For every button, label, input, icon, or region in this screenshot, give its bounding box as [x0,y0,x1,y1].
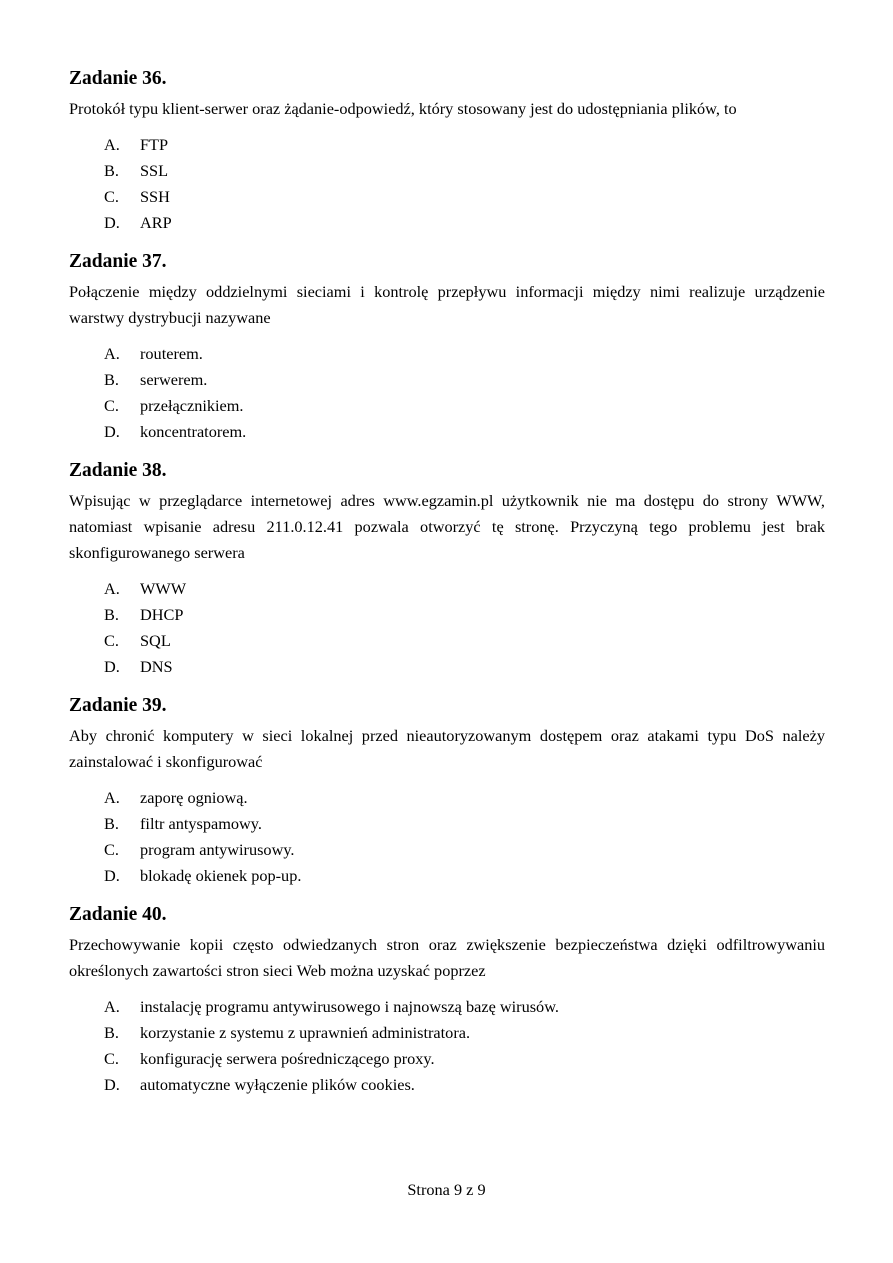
answer-text: instalację programu antywirusowego i najnowszą bazę wirusów. [140,997,559,1016]
answer-option-d [104,419,825,445]
answer-option-b [104,602,825,628]
answer-option-c [104,837,825,863]
exam-page-content [69,66,825,1111]
answer-list [69,994,825,1098]
answer-text: przełącznikiem. [140,396,244,415]
answer-text: FTP [140,135,169,154]
page-number: Strona 9 z 9 [407,1180,486,1199]
answer-text: routerem. [140,344,203,363]
answer-letter: B. [104,370,119,389]
answer-option-a [104,576,825,602]
answer-option-c [104,1046,825,1072]
answer-text: DNS [140,657,173,676]
answer-option-c [104,184,825,210]
answer-letter: A. [104,579,120,598]
task-title: Zadanie 39. [69,695,167,716]
answer-list [69,341,825,445]
answer-option-a [104,785,825,811]
task-title: Zadanie 38. [69,460,167,481]
answer-letter: D. [104,213,120,232]
task-39 [69,693,825,889]
task-question: Aby chronić komputery w sieci lokalnej przed nieautoryzowanym dostępem oraz atakami typu DoS należy zainstalować i skonfigurować [69,726,825,771]
task-37 [69,249,825,445]
answer-letter: C. [104,1049,119,1068]
answer-letter: B. [104,161,119,180]
answer-letter: C. [104,187,119,206]
answer-letter: C. [104,396,119,415]
task-question: Wpisując w przeglądarce internetowej adres www.egzamin.pl użytkownik nie ma dostępu do strony WWW, natomiast wpisanie adresu 211.0.12.41 pozwala otworzyć tę stronę. Przyczyną tego problemu jest brak skonfigurowanego serwera [69,491,825,562]
task-38 [69,458,825,680]
answer-option-d [104,210,825,236]
task-title: Zadanie 37. [69,251,167,272]
answer-letter: D. [104,866,120,885]
answer-text: SSH [140,187,170,206]
answer-text: SSL [140,161,169,180]
answer-option-d [104,654,825,680]
answer-text: korzystanie z systemu z uprawnień administratora. [140,1023,471,1042]
answer-option-b [104,367,825,393]
task-question: Protokół typu klient-serwer oraz żądanie-odpowiedź, który stosowany jest do udostępniania plików, to [69,99,737,118]
answer-letter: A. [104,344,120,363]
answer-list [69,576,825,680]
answer-option-a [104,132,825,158]
task-question: Przechowywanie kopii często odwiedzanych stron oraz zwiększenie bezpieczeństwa dzięki odfiltrowywaniu określonych zawartości stron sieci Web można uzyskać poprzez [69,935,825,980]
answer-option-d [104,863,825,889]
task-36 [69,66,825,236]
answer-option-b [104,1020,825,1046]
answer-text: filtr antyspamowy. [140,814,262,833]
answer-letter: C. [104,631,119,650]
task-title: Zadanie 40. [69,904,167,925]
task-40 [69,902,825,1098]
task-title: Zadanie 36. [69,68,167,89]
answer-text: zaporę ogniową. [140,788,248,807]
answer-letter: D. [104,657,120,676]
answer-letter: D. [104,1075,120,1094]
answer-letter: A. [104,788,120,807]
answer-text: SQL [140,631,171,650]
answer-text: serwerem. [140,370,208,389]
answer-letter: C. [104,840,119,859]
answer-option-c [104,628,825,654]
answer-option-b [104,811,825,837]
answer-text: automatyczne wyłączenie plików cookies. [140,1075,415,1094]
answer-option-d [104,1072,825,1098]
answer-letter: B. [104,814,119,833]
answer-letter: A. [104,997,120,1016]
answer-option-b [104,158,825,184]
answer-letter: B. [104,605,119,624]
answer-text: blokadę okienek pop-up. [140,866,302,885]
answer-list [69,132,825,236]
answer-text: WWW [140,579,187,598]
answer-text: ARP [140,213,172,232]
answer-option-a [104,341,825,367]
task-question: Połączenie między oddzielnymi sieciami i kontrolę przepływu informacji między nimi realizuje urządzenie warstwy dystrybucji nazywane [69,282,825,327]
answer-text: program antywirusowy. [140,840,295,859]
answer-text: DHCP [140,605,184,624]
answer-option-a [104,994,825,1020]
answer-list [69,785,825,889]
answer-letter: D. [104,422,120,441]
answer-text: koncentratorem. [140,422,247,441]
answer-text: konfigurację serwera pośredniczącego proxy. [140,1049,435,1068]
answer-option-c [104,393,825,419]
answer-letter: B. [104,1023,119,1042]
answer-letter: A. [104,135,120,154]
